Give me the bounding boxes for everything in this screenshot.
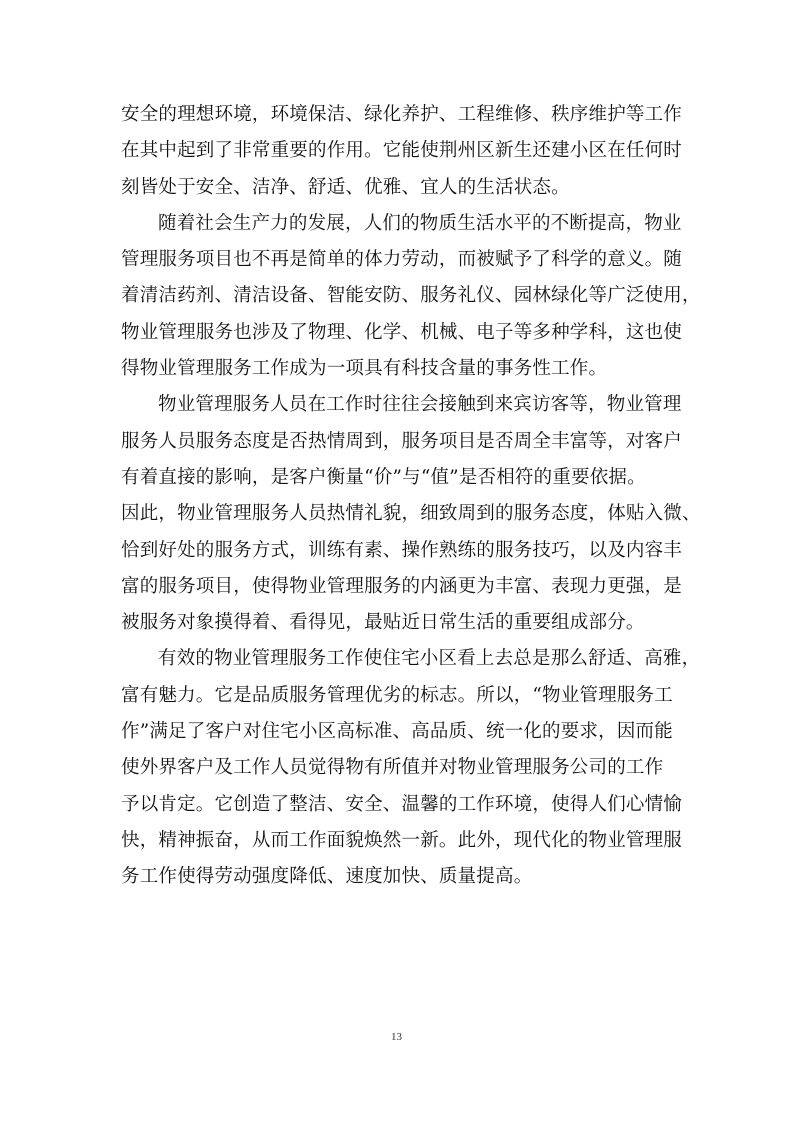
text-line: 作”满足了客户对住宅小区高标准、高品质、统一化的要求，因而能 (121, 721, 673, 743)
page-number: 13 (391, 1031, 402, 1043)
text-line: 有效的物业管理服务工作使住宅小区看上去总是那么舒适、高雅， (158, 648, 701, 670)
text-line: 在其中起到了非常重要的作用。它能使荆州区新生还建小区在任何时 (121, 140, 683, 162)
text-line: 使外界客户及工作人员觉得物有所值并对物业管理服务公司的工作 (121, 757, 664, 779)
text-line: 务工作使得劳动强度降低、速度加快、质量提高。 (121, 866, 533, 888)
text-line: 随着社会生产力的发展，人们的物质生活水平的不断提高，物业 (158, 212, 682, 234)
text-line: 物业管理服务也涉及了物理、化学、机械、电子等多种学科，这也使 (121, 321, 683, 343)
text-line: 富的服务项目，使得物业管理服务的内涵更为丰富、表现力更强，是 (121, 575, 683, 597)
text-line: 得物业管理服务工作成为一项具有科技含量的事务性工作。 (121, 358, 608, 380)
text-line: 服务人员服务态度是否热情周到，服务项目是否周全丰富等，对客户 (121, 430, 683, 452)
text-line: 着清洁药剂、清洁设备、智能安防、服务礼仪、园林绿化等广泛使用， (121, 285, 701, 307)
document-body (121, 97, 701, 896)
text-line: 有着直接的影响，是客户衡量“价”与“值”是否相符的重要依据。 (121, 466, 646, 488)
text-line: 予以肯定。它创造了整洁、安全、温馨的工作环境，使得人们心情愉 (121, 793, 683, 815)
paragraph-4 (121, 641, 701, 895)
text-line: 安全的理想环境，环境保洁、绿化养护、工程维修、秩序维护等工作 (121, 104, 683, 125)
text-line: 富有魅力。它是品质服务管理优劣的标志。所以，“物业管理服务工 (121, 684, 673, 706)
text-line: 因此，物业管理服务人员热情礼貌，细致周到的服务态度，体贴入微、 (121, 503, 701, 525)
text-line: 快，精神振奋，从而工作面貌焕然一新。此外，现代化的物业管理服 (121, 829, 683, 851)
text-line: 物业管理服务人员在工作时往往会接触到来宾访客等，物业管理 (158, 394, 682, 416)
text-line: 刻皆处于安全、洁净、舒适、优雅、宜人的生活状态。 (121, 176, 570, 198)
paragraph-3 (121, 387, 701, 641)
paragraph-1 (121, 97, 683, 206)
paragraph-2 (121, 206, 701, 387)
text-line: 管理服务项目也不再是简单的体力劳动，而被赋予了科学的意义。随 (121, 249, 683, 271)
text-line: 恰到好处的服务方式，训练有素、操作熟练的服务技巧，以及内容丰 (121, 539, 683, 561)
text-line: 被服务对象摸得着、看得见，最贴近日常生活的重要组成部分。 (121, 612, 645, 634)
